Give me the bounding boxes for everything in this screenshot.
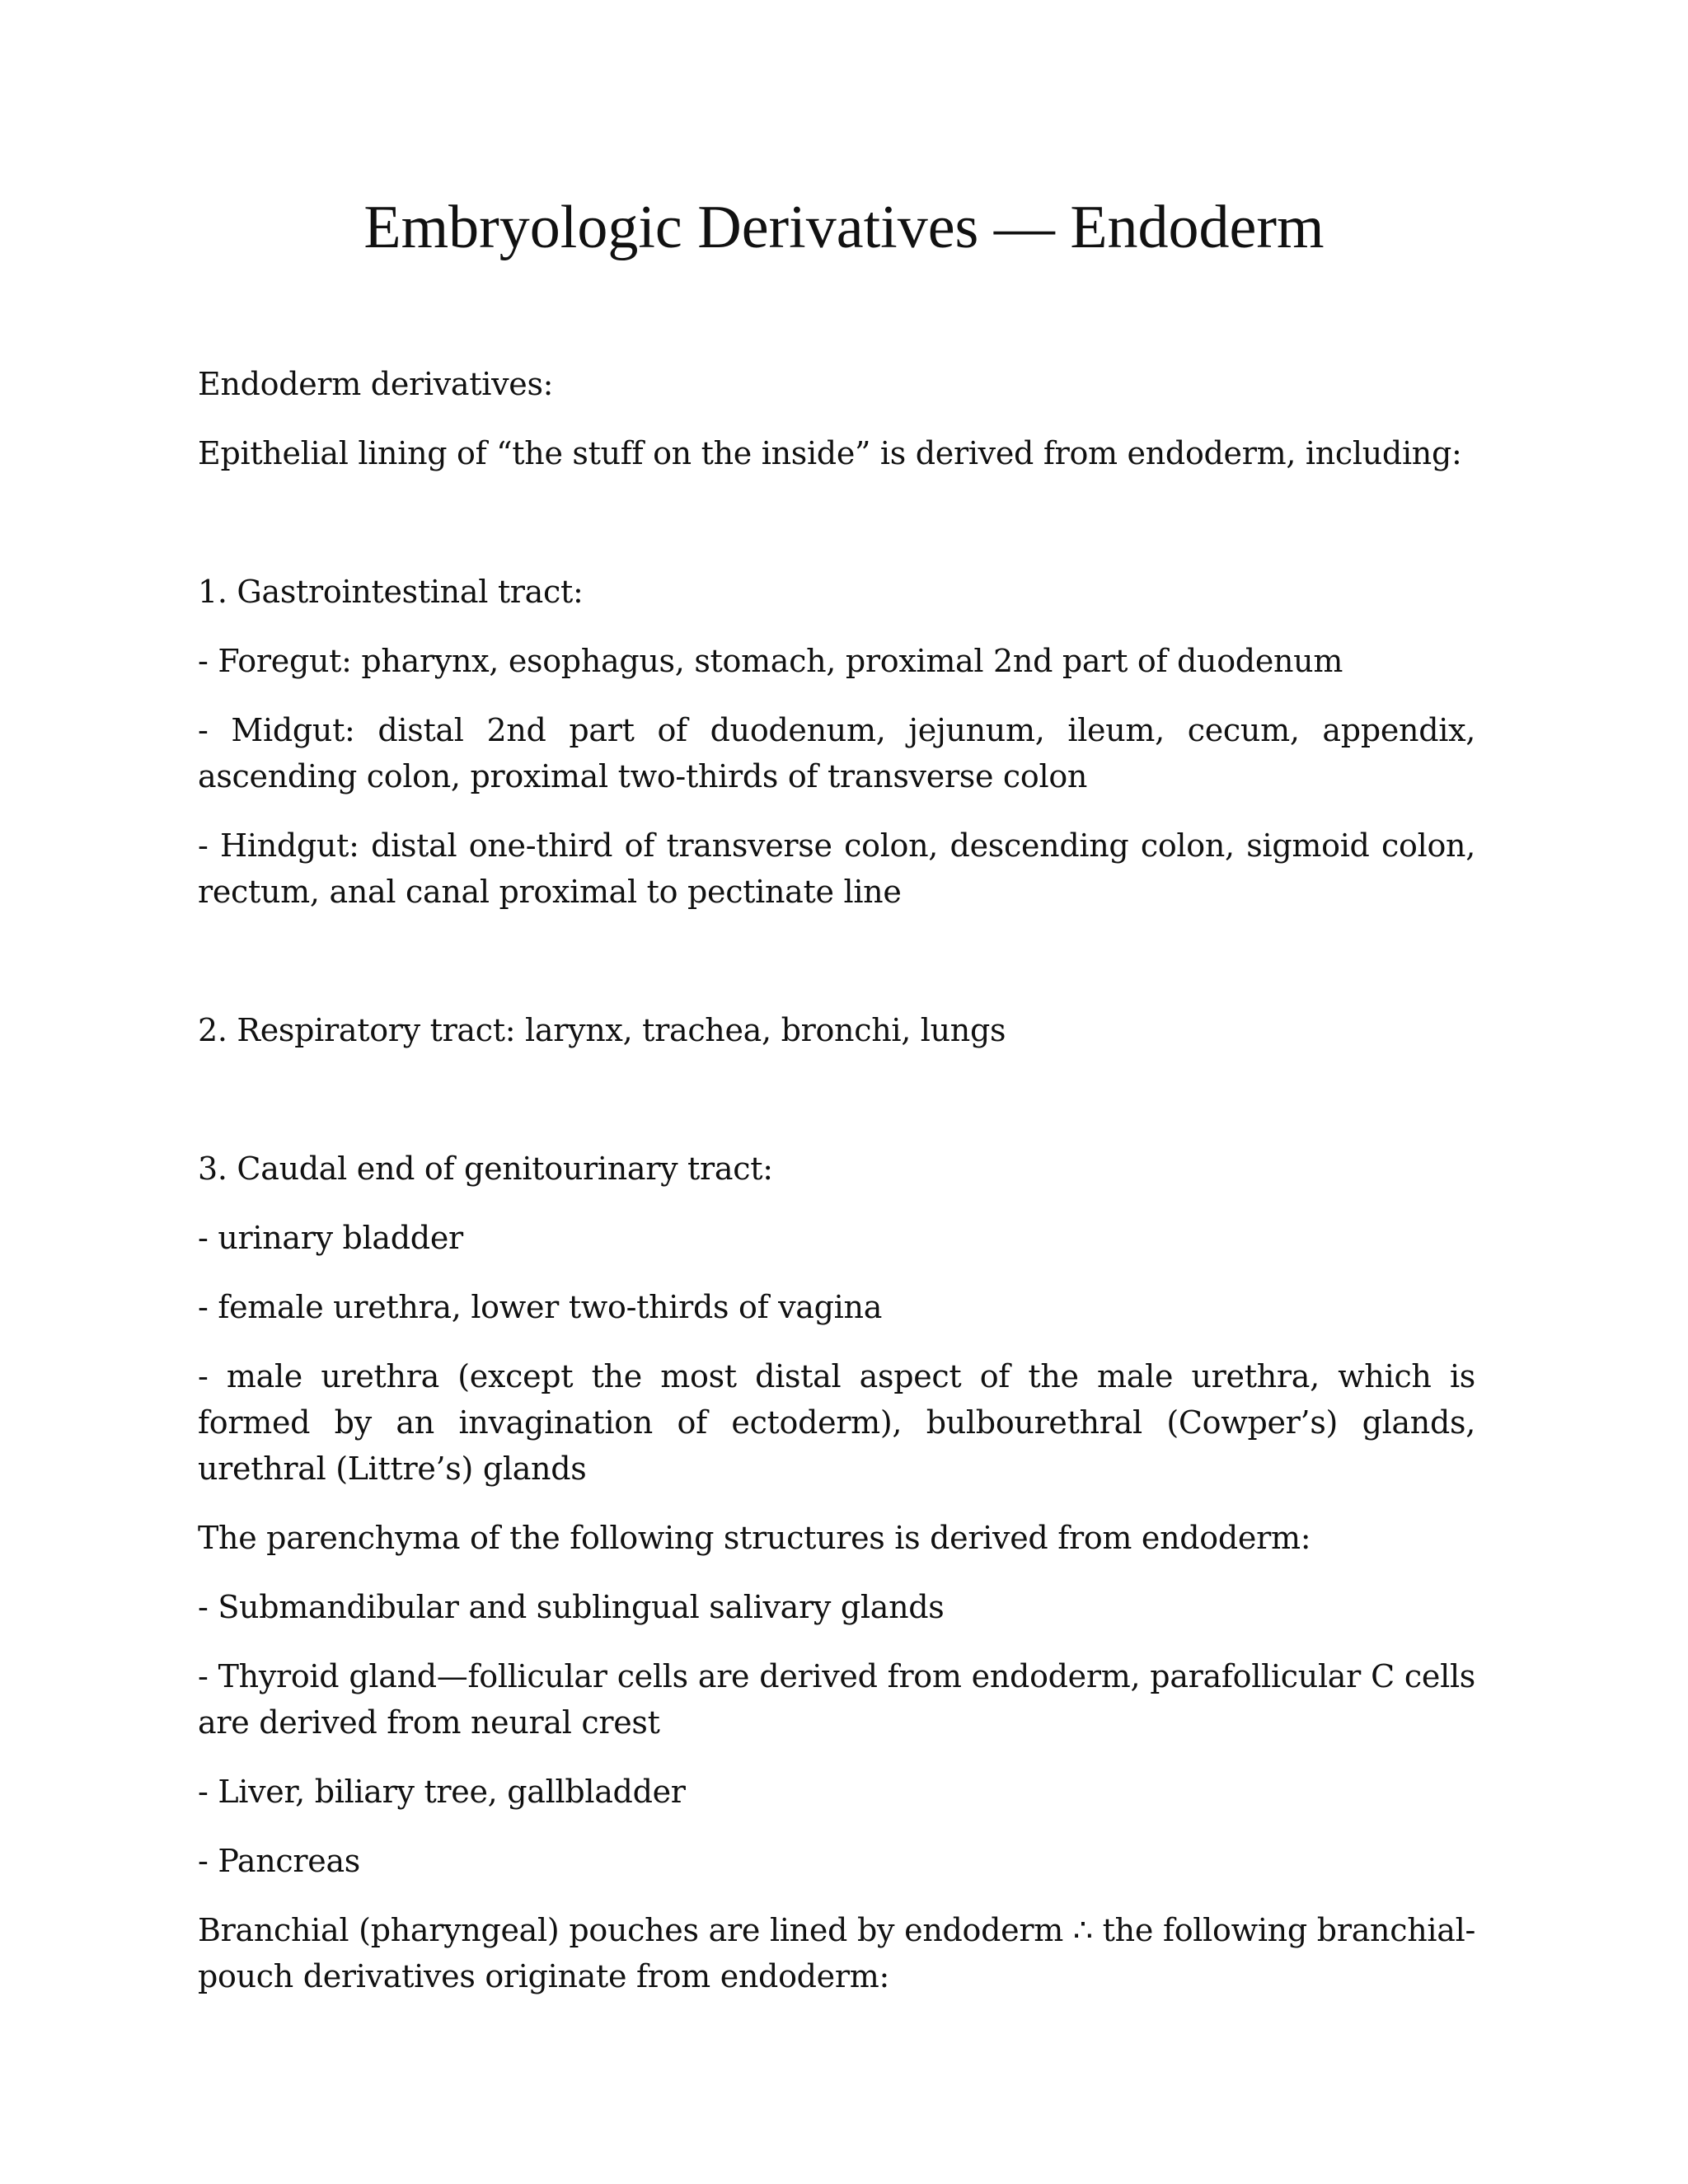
list-heading-respiratory: 2. Respiratory tract: larynx, trachea, bronchi, lungs (198, 1012, 1006, 1048)
document-body (198, 361, 1475, 2022)
list-heading-genitourinary: 3. Caudal end of genitourinary tract: (198, 1151, 773, 1187)
page-title: Embryologic Derivatives — Endoderm (363, 194, 1325, 261)
list-item-liver: - Liver, biliary tree, gallbladder (198, 1774, 686, 1810)
list-item-male-urethra: - male urethra (except the most distal aspect of the male urethra, which is formed by an invagination of ectoderm), bulbourethral (Cowper’s) glands, urethral (Littre’s) glands (198, 1358, 1475, 1487)
list-item-thyroid: - Thyroid gland—follicular cells are derived from endoderm, parafollicular C cells are derived from neural crest (198, 1658, 1475, 1741)
spacer (198, 499, 1475, 569)
intro-paragraph: Epithelial lining of “the stuff on the inside” is derived from endoderm, including: (198, 435, 1462, 471)
list-item-salivary-glands: - Submandibular and sublingual salivary glands (198, 1589, 945, 1625)
list-item-pancreas: - Pancreas (198, 1843, 361, 1879)
list-item-foregut: - Foregut: pharynx, esophagus, stomach, proximal 2nd part of duodenum (198, 643, 1343, 679)
spacer (198, 1076, 1475, 1146)
list-item-midgut: - Midgut: distal 2nd part of duodenum, jejunum, ileum, cecum, appendix, ascending colon, proximal two-thirds of transverse colon (198, 712, 1475, 794)
list-heading-gastrointestinal: 1. Gastrointestinal tract: (198, 574, 584, 610)
section-heading-endoderm-derivatives: Endoderm derivatives: (198, 366, 554, 402)
branchial-pouch-paragraph: Branchial (pharyngeal) pouches are lined by endoderm ∴ the following branchial-pouch derivatives originate from endoderm: (198, 1912, 1475, 1994)
spacer (198, 938, 1475, 1007)
list-item-hindgut: - Hindgut: distal one-third of transverse colon, descending colon, sigmoid colon, rectum, anal canal proximal to pectinate line (198, 827, 1475, 910)
list-item-female-urethra: - female urethra, lower two-thirds of vagina (198, 1289, 883, 1325)
list-item-urinary-bladder: - urinary bladder (198, 1220, 463, 1256)
parenchyma-paragraph: The parenchyma of the following structures is derived from endoderm: (198, 1520, 1311, 1556)
